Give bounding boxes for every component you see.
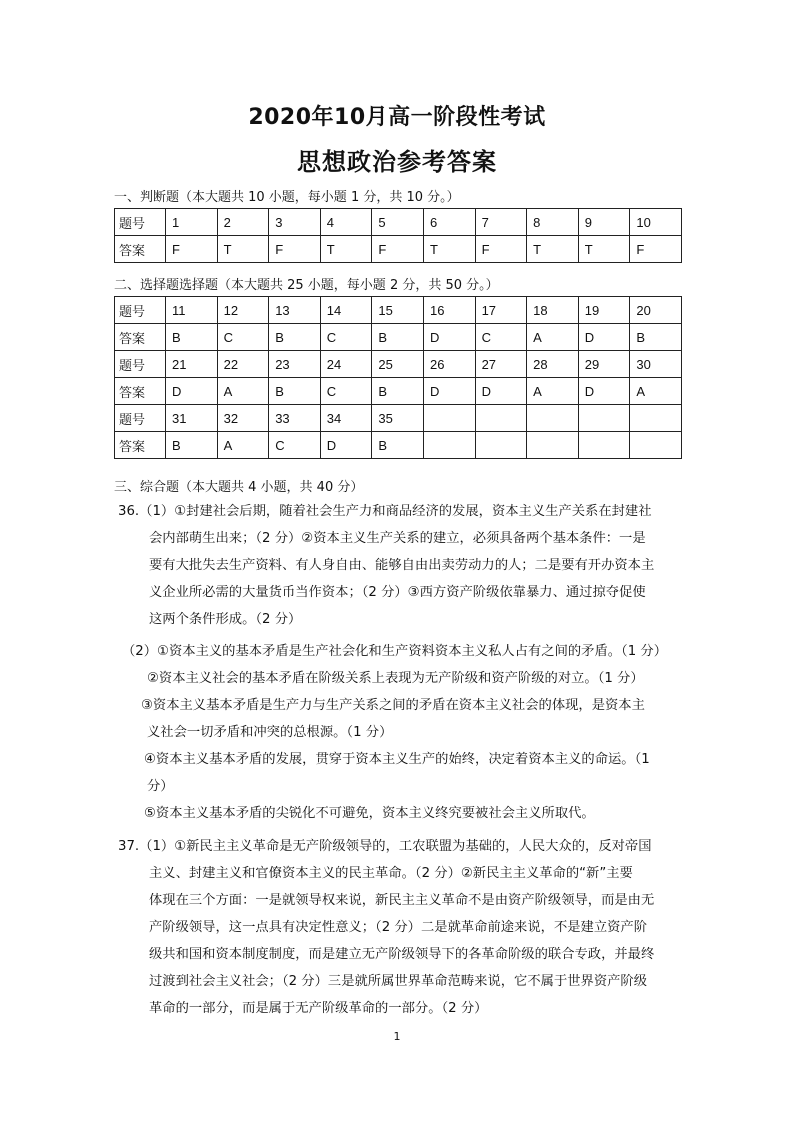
question-number: 14 bbox=[320, 297, 372, 324]
answer-cell: A bbox=[527, 324, 579, 351]
answer-cell: B bbox=[372, 378, 424, 405]
question-number: 28 bbox=[527, 351, 579, 378]
table-row bbox=[115, 209, 682, 236]
empty-cell bbox=[475, 405, 527, 432]
empty-cell bbox=[578, 405, 630, 432]
answer-cell: B bbox=[372, 432, 424, 459]
table-row bbox=[115, 324, 682, 351]
answer-cell: B bbox=[269, 378, 321, 405]
question-number: 22 bbox=[217, 351, 269, 378]
row-label: 题号 bbox=[115, 405, 166, 432]
answer-cell: B bbox=[166, 432, 218, 459]
row-label: 题号 bbox=[115, 297, 166, 324]
answer-line: 分） bbox=[147, 779, 174, 794]
answer-cell: C bbox=[269, 432, 321, 459]
section2-heading: 二、选择题选择题（本大题共 25 小题，每小题 2 分，共 50 分。） bbox=[114, 278, 499, 293]
table-row bbox=[115, 432, 682, 459]
empty-cell bbox=[630, 405, 682, 432]
answer-cell: C bbox=[320, 378, 372, 405]
question-number: 13 bbox=[269, 297, 321, 324]
answer-line: 体现在三个方面：一是就领导权来说，新民主主义革命不是由资产阶级领导，而是由无 bbox=[149, 893, 655, 908]
question-number: 15 bbox=[372, 297, 424, 324]
answer-line: 37.（1）①新民主主义革命是无产阶级领导的，工农联盟为基础的，人民大众的，反对帝国 bbox=[118, 839, 652, 854]
question-number: 34 bbox=[320, 405, 372, 432]
empty-cell bbox=[630, 432, 682, 459]
question-number: 33 bbox=[269, 405, 321, 432]
question-number: 23 bbox=[269, 351, 321, 378]
question-number: 17 bbox=[475, 297, 527, 324]
question-number: 10 bbox=[630, 209, 682, 236]
answer-line: ③资本主义基本矛盾是生产力与生产关系之间的矛盾在资本主义社会的体现，是资本主 bbox=[141, 698, 645, 713]
question-number: 31 bbox=[166, 405, 218, 432]
row-label: 题号 bbox=[115, 209, 166, 236]
row-label: 答案 bbox=[115, 432, 166, 459]
q36-part2 bbox=[122, 638, 667, 827]
answer-cell: F bbox=[475, 236, 527, 263]
answer-cell: F bbox=[269, 236, 321, 263]
table-row bbox=[115, 351, 682, 378]
answer-line: 会内部萌生出来；（2 分）②资本主义生产关系的建立，必须具备两个基本条件：一是 bbox=[149, 531, 646, 546]
answer-cell: C bbox=[217, 324, 269, 351]
document-subtitle: 思想政治参考答案 bbox=[297, 148, 497, 176]
answer-line: 主义、封建主义和官僚资本主义的民主革命。（2 分）②新民主主义革命的“新”主要 bbox=[149, 866, 633, 881]
question-number: 9 bbox=[578, 209, 630, 236]
answer-cell: F bbox=[166, 236, 218, 263]
empty-cell bbox=[475, 432, 527, 459]
question-number: 12 bbox=[217, 297, 269, 324]
table-row bbox=[115, 297, 682, 324]
answer-cell: B bbox=[630, 324, 682, 351]
question-number: 4 bbox=[320, 209, 372, 236]
empty-cell bbox=[527, 432, 579, 459]
answer-cell: C bbox=[320, 324, 372, 351]
answer-line: ②资本主义社会的基本矛盾在阶级关系上表现为无产阶级和资产阶级的对立。（1 分） bbox=[147, 671, 644, 686]
empty-cell bbox=[527, 405, 579, 432]
answer-cell: A bbox=[217, 432, 269, 459]
table-row bbox=[115, 236, 682, 263]
answer-cell: D bbox=[320, 432, 372, 459]
answer-cell: B bbox=[269, 324, 321, 351]
answer-cell: D bbox=[423, 324, 475, 351]
answer-line: 义企业所必需的大量货币当作资本；（2 分）③西方资产阶级依靠暴力、通过掠夺促使 bbox=[149, 585, 646, 600]
answer-cell: A bbox=[217, 378, 269, 405]
question-number: 19 bbox=[578, 297, 630, 324]
answer-cell: A bbox=[630, 378, 682, 405]
answer-line: 义社会一切矛盾和冲突的总根源。（1 分） bbox=[147, 725, 393, 740]
question-number: 27 bbox=[475, 351, 527, 378]
answer-cell: D bbox=[166, 378, 218, 405]
question-number: 3 bbox=[269, 209, 321, 236]
question-number: 30 bbox=[630, 351, 682, 378]
question-number: 25 bbox=[372, 351, 424, 378]
row-label: 答案 bbox=[115, 236, 166, 263]
answer-cell: F bbox=[372, 236, 424, 263]
answer-line: 这两个条件形成。（2 分） bbox=[149, 612, 302, 627]
answer-cell: A bbox=[527, 378, 579, 405]
answer-cell: T bbox=[320, 236, 372, 263]
section1-answer-table bbox=[114, 208, 682, 263]
question-number: 32 bbox=[217, 405, 269, 432]
page-number: 1 bbox=[393, 1030, 401, 1043]
answer-cell: C bbox=[475, 324, 527, 351]
row-label: 答案 bbox=[115, 378, 166, 405]
question-number: 35 bbox=[372, 405, 424, 432]
question-number: 26 bbox=[423, 351, 475, 378]
empty-cell bbox=[423, 432, 475, 459]
answer-cell: T bbox=[423, 236, 475, 263]
section1-heading: 一、判断题（本大题共 10 小题，每小题 1 分，共 10 分。） bbox=[114, 190, 460, 205]
question-number: 21 bbox=[166, 351, 218, 378]
question-number: 8 bbox=[527, 209, 579, 236]
table-row bbox=[115, 405, 682, 432]
table-row bbox=[115, 378, 682, 405]
question-number: 7 bbox=[475, 209, 527, 236]
answer-line: （2）①资本主义的基本矛盾是生产社会化和生产资料资本主义私人占有之间的矛盾。（1 分） bbox=[122, 644, 667, 659]
row-label: 答案 bbox=[115, 324, 166, 351]
answer-cell: T bbox=[527, 236, 579, 263]
answer-cell: D bbox=[578, 378, 630, 405]
answer-line: 过渡到社会主义社会；（2 分）三是就所属世界革命范畴来说，它不属于世界资产阶级 bbox=[149, 974, 648, 989]
question-number: 29 bbox=[578, 351, 630, 378]
answer-cell: B bbox=[372, 324, 424, 351]
question-number: 11 bbox=[166, 297, 218, 324]
answer-line: ⑤资本主义基本矛盾的尖锐化不可避免，资本主义终究要被社会主义所取代。 bbox=[144, 806, 595, 821]
question-number: 20 bbox=[630, 297, 682, 324]
section3-heading: 三、综合题（本大题共 4 小题，共 40 分） bbox=[114, 480, 364, 495]
answer-line: 36.（1）①封建社会后期，随着社会生产力和商品经济的发展，资本主义生产关系在封建社 bbox=[118, 504, 652, 519]
answer-cell: D bbox=[423, 378, 475, 405]
answer-cell: D bbox=[578, 324, 630, 351]
answer-cell: F bbox=[630, 236, 682, 263]
answer-line: 产阶级领导，这一点具有决定性意义；（2 分）二是就革命前途来说，不是建立资产阶 bbox=[149, 920, 648, 935]
answer-line: 革命的一部分，而是属于无产阶级革命的一部分。（2 分） bbox=[149, 1001, 488, 1016]
question-number: 24 bbox=[320, 351, 372, 378]
row-label: 题号 bbox=[115, 351, 166, 378]
question-number: 16 bbox=[423, 297, 475, 324]
question-number: 5 bbox=[372, 209, 424, 236]
answer-line: ④资本主义基本矛盾的发展，贯穿于资本主义生产的始终，决定着资本主义的命运。（1 bbox=[144, 752, 650, 767]
q37-part1 bbox=[118, 833, 654, 1022]
question-number: 2 bbox=[217, 209, 269, 236]
question-number: 6 bbox=[423, 209, 475, 236]
document-title: 2020年10月高一阶段性考试 bbox=[248, 105, 546, 130]
answer-cell: B bbox=[166, 324, 218, 351]
empty-cell bbox=[578, 432, 630, 459]
q36-part1 bbox=[118, 498, 654, 633]
answer-line: 级共和国和资本制度制度，而是建立无产阶级领导下的各革命阶级的联合专政，并最终 bbox=[149, 947, 655, 962]
answer-line: 要有大批失去生产资料、有人身自由、能够自由出卖劳动力的人；二是要有开办资本主 bbox=[149, 558, 655, 573]
answer-cell: T bbox=[217, 236, 269, 263]
answer-cell: T bbox=[578, 236, 630, 263]
question-number: 1 bbox=[166, 209, 218, 236]
empty-cell bbox=[423, 405, 475, 432]
question-number: 18 bbox=[527, 297, 579, 324]
section2-answer-table bbox=[114, 296, 682, 459]
answer-cell: D bbox=[475, 378, 527, 405]
